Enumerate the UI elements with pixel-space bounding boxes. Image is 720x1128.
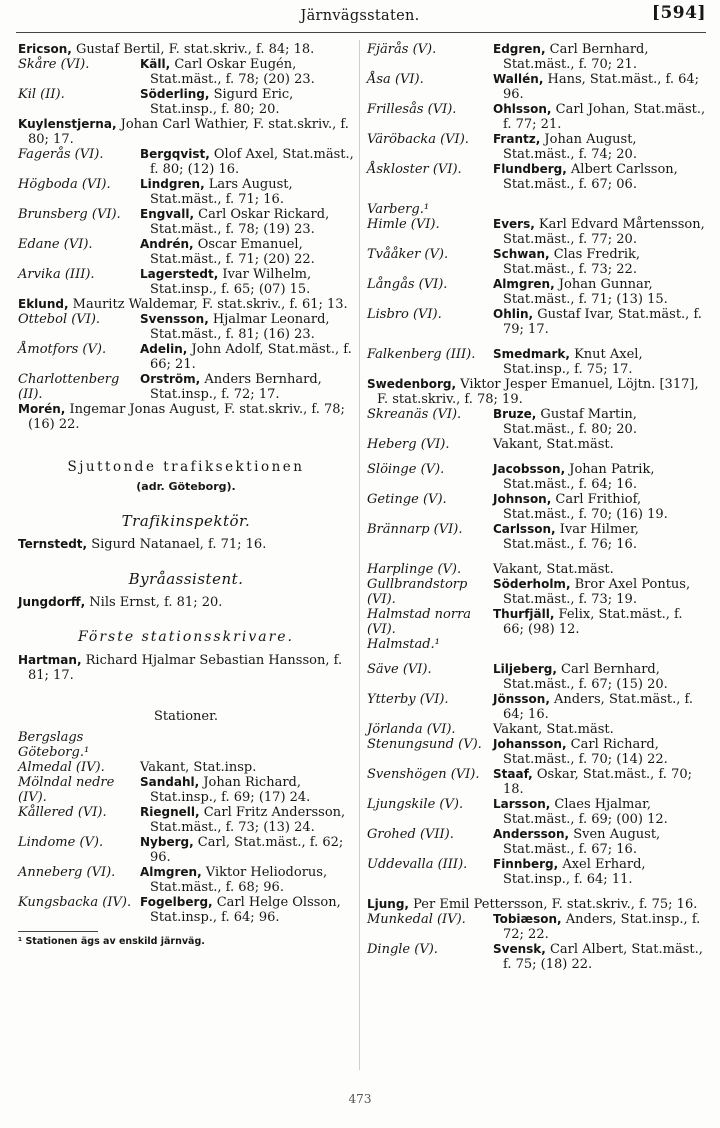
person-details: Gustaf Bertil, F. stat.skriv., f. 84; 18. [71, 42, 315, 57]
station-list [18, 730, 354, 925]
person-name: Evers, [493, 217, 535, 231]
section-address: (adr. Göteborg). [136, 480, 236, 493]
staff-entry [18, 42, 354, 57]
person-name: Jönsson, [493, 692, 550, 706]
station-staff [493, 607, 707, 637]
station-staff [493, 462, 707, 492]
person-name: Orström, [140, 372, 201, 386]
station-name: Kil (II). [18, 87, 65, 102]
station-name: Brunsberg (VI). [18, 207, 121, 222]
person-name: Söderholm, [493, 577, 571, 591]
station-staff [493, 102, 707, 132]
station-staff [140, 372, 354, 402]
person-details: Carl Helge Olsson, Stat.insp., f. 64; 96. [150, 895, 341, 925]
station-name: Slöinge (V). [367, 462, 445, 477]
station-staff [140, 760, 354, 775]
station-row [367, 942, 707, 972]
staff-entry [367, 897, 707, 912]
person-name: Schwan, [493, 247, 550, 261]
person-name: Andrén, [140, 237, 194, 251]
station-row [367, 437, 707, 452]
station-name: Säve (VI). [367, 662, 432, 677]
person-name: Söderling, [140, 87, 210, 101]
station-row [18, 267, 354, 297]
station-name: Lisbro (VI). [367, 307, 442, 322]
station-row [18, 835, 354, 865]
station-staff [140, 895, 354, 925]
person-name: Kuylenstjerna, [18, 117, 117, 131]
running-title: Järnvägsstaten. [300, 8, 420, 24]
station-row [18, 895, 354, 925]
station-staff [493, 942, 707, 972]
person-name: Käll, [140, 57, 171, 71]
station-row [367, 407, 707, 437]
person-details: Johan Gunnar, Stat.mäst., f. 71; (13) 15. [503, 277, 668, 307]
station-name: Getinge (V). [367, 492, 447, 507]
spacer [367, 887, 707, 897]
person-name: Bergqvist, [140, 147, 210, 161]
station-staff [493, 72, 707, 102]
station-row [367, 662, 707, 692]
person-name: Liljeberg, [493, 662, 557, 676]
station-row [18, 207, 354, 237]
person-details: Clas Fredrik, Stat.mäst., f. 73; 22. [503, 247, 641, 277]
station-name: Kungsbacka (IV). [18, 895, 132, 910]
station-row [367, 737, 707, 767]
station-row [18, 87, 354, 117]
station-staff [493, 522, 707, 552]
person-details: Carl Fritz Andersson, Stat.mäst., f. 73; (13) 24. [150, 805, 346, 835]
person-details: Knut Axel, Stat.insp., f. 75; 17. [503, 347, 643, 377]
person-name: Almgren, [140, 865, 202, 879]
station-name: Åmotfors (V). [18, 342, 107, 357]
person-name: Johansson, [493, 737, 567, 751]
station-name: Jörlanda (VI). [367, 722, 456, 737]
person-details: Johan Richard, Stat.insp., f. 69; (17) 24. [150, 775, 311, 805]
clerk-entry [18, 653, 354, 683]
person-name: Svensson, [140, 312, 209, 326]
person-details: Felix, Stat.mäst., f. 66; (98) 12. [503, 607, 683, 637]
station-row [367, 722, 707, 737]
person-name: Wallén, [493, 72, 544, 86]
person-name: Sandahl, [140, 775, 200, 789]
station-name: Mölndal nedre (IV). [18, 775, 115, 805]
station-name: Ytterby (VI). [367, 692, 449, 707]
station-name: Varberg.¹ [367, 202, 430, 217]
person-details: Carl Johan, Stat.mäst., f. 77; 21. [503, 102, 706, 132]
person-details: Carl Albert, Stat.mäst., f. 75; (18) 22. [503, 942, 703, 972]
station-name: Bergslags Göteborg.¹ [18, 730, 90, 760]
station-row [18, 865, 354, 895]
person-name: Bruze, [493, 407, 537, 421]
station-row [367, 492, 707, 522]
person-details: Carl Oskar Eugén, Stat.mäst., f. 78; (20) 23. [150, 57, 315, 87]
station-row [367, 102, 707, 132]
station-staff [140, 267, 354, 297]
station-staff [493, 577, 707, 607]
station-name: Fjärås (V). [367, 42, 437, 57]
station-staff [140, 835, 354, 865]
station-name: Almedal (IV). [18, 760, 105, 775]
page-number: 473 [348, 1092, 372, 1106]
person-details: Hjalmar Leonard, Stat.mäst., f. 81; (16) 23. [150, 312, 330, 342]
station-name: Svenshögen (VI). [367, 767, 480, 782]
station-name: Åsa (VI). [367, 72, 424, 87]
station-staff [493, 797, 707, 827]
station-row [367, 307, 707, 337]
person-name: Riegnell, [140, 805, 200, 819]
station-name: Himle (VI). [367, 217, 440, 232]
person-details: Karl Edvard Mårtensson, Stat.mäst., f. 77; 20. [503, 217, 705, 247]
station-row [18, 372, 354, 402]
station-row [18, 730, 354, 760]
assistant-heading: Byråassistent. [128, 570, 244, 588]
station-staff [493, 737, 707, 767]
station-row [367, 797, 707, 827]
station-name: Fagerås (VI). [18, 147, 104, 162]
footnote-rule [18, 931, 98, 932]
station-row [18, 805, 354, 835]
station-row [18, 760, 354, 775]
station-row [367, 132, 707, 162]
station-staff [493, 767, 707, 797]
station-staff [140, 87, 354, 117]
person-details: Johan Carl Wathier, F. stat.skriv., f. 80; 17. [28, 117, 349, 147]
station-name: Halmstad.¹ [367, 637, 440, 652]
person-details: Carl Bernhard, Stat.mäst., f. 70; 21. [503, 42, 649, 72]
station-staff [493, 162, 707, 192]
station-row [367, 162, 707, 192]
person-details: Johan Patrik, Stat.mäst., f. 64; 16. [503, 462, 655, 492]
station-row [367, 912, 707, 942]
person-name: Hartman, [18, 653, 82, 667]
person-details: Bror Axel Pontus, Stat.mäst., f. 73; 19. [503, 577, 691, 607]
station-staff [140, 865, 354, 895]
left-station-list [18, 42, 354, 432]
station-staff [493, 407, 707, 437]
station-row [18, 775, 354, 805]
station-name: Falkenberg (III). [367, 347, 476, 362]
station-name: Skåre (VI). [18, 57, 90, 72]
staff-entry [18, 297, 354, 312]
station-row [367, 72, 707, 102]
person-details: Sven August, Stat.mäst., f. 67; 16. [503, 827, 661, 857]
staff-entry [367, 377, 707, 407]
station-row [367, 767, 707, 797]
station-name: Charlottenberg (II). [18, 372, 120, 402]
station-name: Arvika (III). [18, 267, 95, 282]
station-name: Högboda (VI). [18, 177, 111, 192]
person-name: Jungdorff, [18, 595, 86, 609]
person-details: Ivar Hilmer, Stat.mäst., f. 76; 16. [503, 522, 639, 552]
person-details: Gustaf Martin, Stat.mäst., f. 80; 20. [503, 407, 637, 437]
station-staff [140, 237, 354, 267]
spacer [367, 652, 707, 662]
station-staff [140, 312, 354, 342]
assistant-entry [18, 595, 354, 610]
person-details: Carl Bernhard, Stat.mäst., f. 67; (15) 20. [503, 662, 668, 692]
station-staff [493, 562, 707, 577]
person-details: Gustaf Ivar, Stat.mäst., f. 79; 17. [503, 307, 702, 337]
person-name: Carlsson, [493, 522, 556, 536]
person-name: Finnberg, [493, 857, 559, 871]
page-header [0, 3, 720, 30]
person-details: Lars August, Stat.mäst., f. 71; 16. [150, 177, 293, 207]
station-name: Harplinge (V). [367, 562, 462, 577]
person-details: Carl Richard, Stat.mäst., f. 70; (14) 22. [503, 737, 668, 767]
person-details: Vakant, Stat.mäst. [493, 722, 614, 737]
person-name: Lagerstedt, [140, 267, 219, 281]
spacer [367, 452, 707, 462]
left-column [18, 42, 354, 949]
station-row [367, 462, 707, 492]
person-name: Flundberg, [493, 162, 567, 176]
person-name: Ternstedt, [18, 537, 88, 551]
person-name: Ljung, [367, 897, 409, 911]
station-name: Uddevalla (III). [367, 857, 468, 872]
right-column [367, 42, 707, 972]
person-details: Carl Oskar Rickard, Stat.mäst., f. 78; (19) 23. [150, 207, 330, 237]
person-details: Nils Ernst, f. 81; 20. [85, 595, 223, 610]
station-name: Heberg (VI). [367, 437, 450, 452]
station-name: Dingle (V). [367, 942, 438, 957]
person-name: Frantz, [493, 132, 541, 146]
staff-entry [18, 402, 354, 432]
spacer [367, 192, 707, 202]
station-staff [493, 492, 707, 522]
station-row [367, 347, 707, 377]
person-details: Sigurd Eric, Stat.insp., f. 80; 20. [150, 87, 294, 117]
station-name: Ljungskile (V). [367, 797, 464, 812]
spacer [367, 337, 707, 347]
station-row [18, 342, 354, 372]
station-row [367, 857, 707, 887]
station-staff [140, 57, 354, 87]
station-name: Långås (VI). [367, 277, 448, 292]
person-details: Olof Axel, Stat.mäst., f. 80; (12) 16. [150, 147, 354, 177]
station-row [367, 202, 707, 217]
person-details: Anders, Stat.mäst., f. 64; 16. [503, 692, 694, 722]
station-staff [493, 132, 707, 162]
person-name: Ohlin, [493, 307, 534, 321]
person-details: Richard Hjalmar Sebastian Hansson, f. 81; 17. [28, 653, 343, 683]
person-details: Ingemar Jonas August, F. stat.skriv., f. 78; (16) 22. [28, 402, 345, 432]
person-details: Carl, Stat.mäst., f. 62; 96. [150, 835, 344, 865]
person-details: Claes Hjalmar, Stat.mäst., f. 69; (00) 12. [503, 797, 668, 827]
station-staff [140, 775, 354, 805]
bracket-page-number: [594] [651, 3, 706, 23]
person-details: Ivar Wilhelm, Stat.insp., f. 65; (07) 15. [150, 267, 312, 297]
person-name: Eklund, [18, 297, 69, 311]
station-staff [493, 912, 707, 942]
station-name: Grohed (VII). [367, 827, 454, 842]
person-details: Hans, Stat.mäst., f. 64; 96. [503, 72, 700, 102]
person-details: Vakant, Stat.mäst. [493, 562, 614, 577]
person-name: Engvall, [140, 207, 195, 221]
station-name: Ottebol (VI). [18, 312, 101, 327]
station-row [18, 237, 354, 267]
staff-entry [18, 117, 354, 147]
station-staff [493, 217, 707, 247]
station-row [367, 522, 707, 552]
header-rule [16, 32, 706, 33]
station-staff [493, 722, 707, 737]
person-name: Staaf, [493, 767, 533, 781]
person-details: John Adolf, Stat.mäst., f. 66; 21. [150, 342, 352, 372]
station-row [18, 177, 354, 207]
person-name: Adelin, [140, 342, 188, 356]
station-staff [493, 307, 707, 337]
station-row [18, 57, 354, 87]
station-staff [140, 805, 354, 835]
station-row [367, 577, 707, 607]
person-details: Vakant, Stat.insp. [140, 760, 257, 775]
station-name: Anneberg (VI). [18, 865, 116, 880]
person-details: Johan August, Stat.mäst., f. 74; 20. [503, 132, 637, 162]
station-name: Skreanäs (VI). [367, 407, 462, 422]
station-staff [140, 342, 354, 372]
person-details: Viktor Jesper Emanuel, Löjtn. [317], F. stat.skriv., f. 78; 19. [377, 377, 699, 407]
station-name: Stenungsund (V). [367, 737, 482, 752]
person-name: Morén, [18, 402, 66, 416]
person-details: Oskar, Stat.mäst., f. 70; 18. [503, 767, 692, 797]
station-row [367, 637, 707, 652]
station-staff [140, 177, 354, 207]
station-row [367, 277, 707, 307]
person-name: Jacobsson, [493, 462, 566, 476]
person-name: Almgren, [493, 277, 555, 291]
station-staff [493, 827, 707, 857]
station-staff [493, 437, 707, 452]
person-details: Axel Erhard, Stat.insp., f. 64; 11. [503, 857, 646, 887]
station-staff [493, 247, 707, 277]
station-staff [493, 277, 707, 307]
clerk-heading: Förste stationsskrivare. [77, 629, 295, 645]
person-name: Larsson, [493, 797, 551, 811]
person-name: Ericson, [18, 42, 72, 56]
station-name: Edane (VI). [18, 237, 93, 252]
station-staff [140, 147, 354, 177]
station-staff [493, 692, 707, 722]
station-name: Tvååker (V). [367, 247, 449, 262]
station-row [18, 312, 354, 342]
section-title: Sjuttonde trafiksektionen [67, 459, 305, 475]
person-name: Lindgren, [140, 177, 205, 191]
inspector-entry [18, 537, 354, 552]
person-name: Fogelberg, [140, 895, 213, 909]
person-details: Per Emil Pettersson, F. stat.skriv., f. 75; 16. [409, 897, 698, 912]
station-name: Munkedal (IV). [367, 912, 466, 927]
person-details: Oscar Emanuel, Stat.mäst., f. 71; (20) 22. [150, 237, 315, 267]
person-name: Swedenborg, [367, 377, 457, 391]
person-name: Ohlsson, [493, 102, 552, 116]
column-divider [359, 40, 360, 1070]
station-name: Väröbacka (VI). [367, 132, 469, 147]
station-staff [493, 857, 707, 887]
inspector-heading: Trafikinspektör. [121, 512, 251, 530]
station-row [367, 42, 707, 72]
person-details: Carl Frithiof, Stat.mäst., f. 70; (16) 19. [503, 492, 668, 522]
person-details: Anders Bernhard, Stat.insp., f. 72; 17. [150, 372, 322, 402]
spacer [367, 552, 707, 562]
person-name: Johnson, [493, 492, 552, 506]
station-row [367, 217, 707, 247]
station-row [367, 247, 707, 277]
stations-heading: Stationer. [153, 709, 219, 724]
person-details: Albert Carlsson, Stat.mäst., f. 67; 06. [503, 162, 678, 192]
station-name: Gullbrandstorp (VI). [367, 577, 468, 607]
station-name: Frillesås (VI). [367, 102, 457, 117]
person-details: Vakant, Stat.mäst. [493, 437, 614, 452]
person-name: Smedmark, [493, 347, 570, 361]
station-name: Lindome (V). [18, 835, 104, 850]
station-staff [493, 347, 707, 377]
station-staff [140, 207, 354, 237]
person-name: Andersson, [493, 827, 570, 841]
station-name: Åskloster (VI). [367, 162, 462, 177]
right-station-list [367, 42, 707, 972]
station-name: Kållered (VI). [18, 805, 107, 820]
station-row [367, 827, 707, 857]
person-name: Svensk, [493, 942, 546, 956]
station-name: Brännarp (VI). [367, 522, 463, 537]
person-details: Sigurd Natanael, f. 71; 16. [87, 537, 267, 552]
person-name: Thurfjäll, [493, 607, 555, 621]
station-row [367, 607, 707, 637]
person-details: Viktor Heliodorus, Stat.mäst., f. 68; 96. [150, 865, 328, 895]
person-name: Nyberg, [140, 835, 194, 849]
person-details: Mauritz Waldemar, F. stat.skriv., f. 61; 13. [68, 297, 348, 312]
person-name: Edgren, [493, 42, 546, 56]
station-row [18, 147, 354, 177]
station-row [367, 562, 707, 577]
station-row [367, 692, 707, 722]
person-name: Tobiæson, [493, 912, 562, 926]
station-name: Halmstad norra (VI). [367, 607, 472, 637]
station-staff [493, 662, 707, 692]
station-staff [493, 42, 707, 72]
footnote: ¹ Stationen ägs av enskild järnväg. [18, 936, 205, 947]
person-details: Anders, Stat.insp., f. 72; 22. [503, 912, 701, 942]
